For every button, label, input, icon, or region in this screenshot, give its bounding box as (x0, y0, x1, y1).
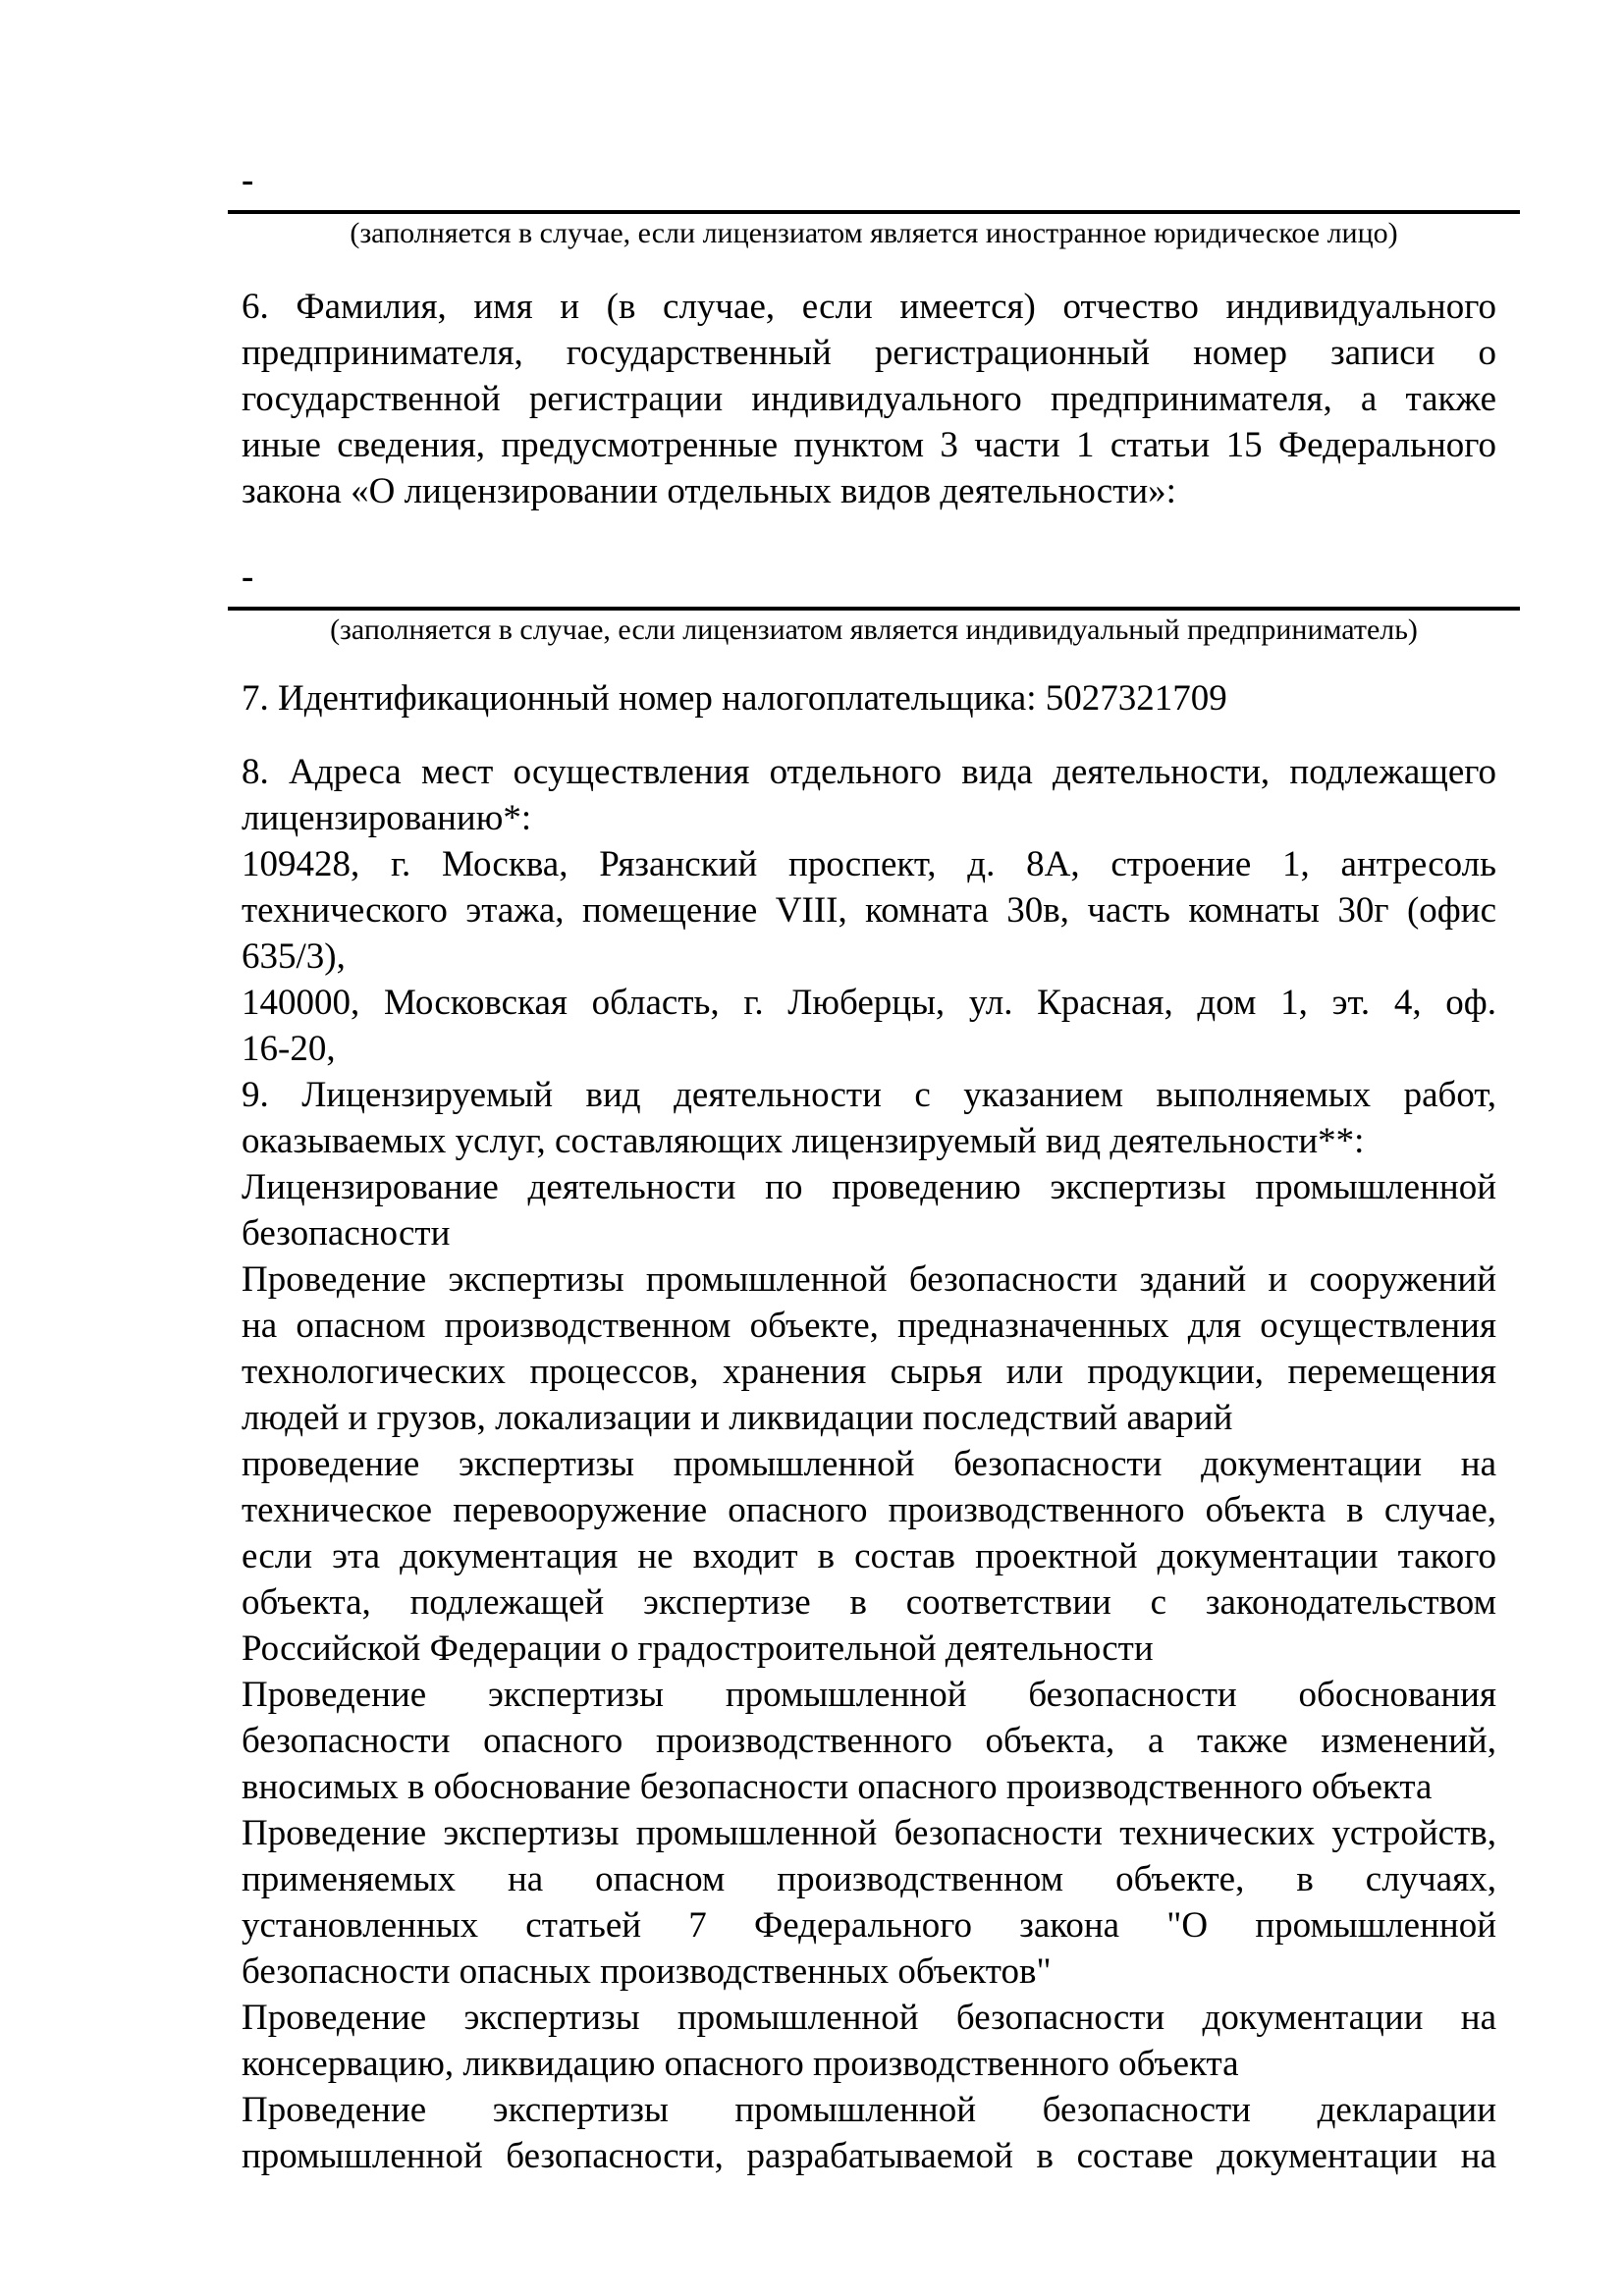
clause-7-inn-line-1: 7. Идентификационный номер налогоплательщика: 5027321709 (242, 678, 1227, 719)
document-content (242, 157, 1496, 2179)
clause-9-heading (242, 1072, 1496, 1164)
work-item-documentation-rearmament-line-1: проведение экспертизы промышленной безопасности документации на (242, 1444, 1496, 1484)
foreign-entity-field-value: - (242, 160, 254, 200)
clause-6-paragraph-line-1: 6. Фамилия, имя и (в случае, если имеется) отчество индивидуального (242, 287, 1496, 327)
clause-7-inn (242, 675, 1496, 721)
work-item-documentation-rearmament-line-4: объекта, подлежащей экспертизе в соответствии с законодательством (242, 1582, 1496, 1623)
clause-9-heading-line-2: оказываемых услуг, составляющих лицензируемый вид деятельности**: (242, 1121, 1365, 1161)
clause-6-paragraph-line-5: закона «О лицензировании отдельных видов деятельности»: (242, 471, 1176, 511)
work-item-technical-devices-line-2: применяемых на опасном производственном объекте, в случаях, (242, 1859, 1496, 1899)
work-item-conservation-liquidation-line-1: Проведение экспертизы промышленной безопасности документации на (242, 1998, 1496, 2038)
foreign-entity-field (242, 157, 1496, 253)
work-item-buildings-line-1: Проведение экспертизы промышленной безопасности зданий и сооружений (242, 1259, 1496, 1300)
work-item-buildings-line-2: на опасном производственном объекте, предназначенных для осуществления (242, 1306, 1496, 1346)
work-item-declaration (242, 2087, 1496, 2179)
clause-6-paragraph (242, 284, 1496, 514)
work-item-documentation-rearmament-line-2: техническое перевооружение опасного производственного объекта в случае, (242, 1490, 1496, 1530)
work-item-documentation-rearmament-line-5: Российской Федерации о градостроительной деятельности (242, 1629, 1154, 1669)
work-item-safety-justification-line-1: Проведение экспертизы промышленной безопасности обоснования (242, 1675, 1496, 1715)
work-item-technical-devices (242, 1810, 1496, 1995)
clause-6-paragraph-line-2: предпринимателя, государственный регистрационный номер записи о (242, 333, 1496, 373)
clause-8-address-1-line-3: 635/3), (242, 936, 346, 977)
work-item-conservation-liquidation (242, 1995, 1496, 2087)
individual-entrepreneur-field-caption: (заполняется в случае, если лицензиатом является индивидуальный предприниматель) (330, 614, 1418, 646)
clause-9-heading-line-1: 9. Лицензируемый вид деятельности с указанием выполняемых работ, (242, 1075, 1496, 1115)
clause-8-heading-line-1: 8. Адреса мест осуществления отдельного вида деятельности, подлежащего (242, 752, 1496, 792)
work-item-buildings-line-4: людей и грузов, локализации и ликвидации последствий аварий (242, 1398, 1233, 1438)
work-item-buildings-line-3: технологических процессов, хранения сырья или продукции, перемещения (242, 1352, 1496, 1392)
licensed-activity-title-line-1: Лицензирование деятельности по проведению экспертизы промышленной (242, 1167, 1496, 1207)
clause-8-heading (242, 749, 1496, 841)
clause-8-address-1 (242, 841, 1496, 980)
work-item-documentation-rearmament (242, 1441, 1496, 1672)
work-item-documentation-rearmament-line-3: если эта документация не входит в состав проектной документации такого (242, 1536, 1496, 1576)
foreign-entity-field-caption: (заполняется в случае, если лицензиатом является иностранное юридическое лицо) (350, 217, 1398, 249)
individual-entrepreneur-field-value: - (242, 557, 254, 597)
work-item-buildings (242, 1256, 1496, 1441)
work-item-technical-devices-line-4: безопасности опасных производственных объектов" (242, 1951, 1052, 1992)
work-item-safety-justification-line-3: вносимых в обоснование безопасности опасного производственного объекта (242, 1767, 1433, 1807)
work-item-declaration-line-1: Проведение экспертизы промышленной безопасности декларации (242, 2090, 1496, 2130)
licensed-activity-title (242, 1164, 1496, 1256)
work-item-technical-devices-line-1: Проведение экспертизы промышленной безопасности технических устройств, (242, 1813, 1496, 1853)
clause-8-address-2-line-2: 16-20, (242, 1029, 336, 1069)
clause-8-address-1-line-1: 109428, г. Москва, Рязанский проспект, д. 8А, строение 1, антресоль (242, 844, 1496, 884)
work-item-declaration-line-2: промышленной безопасности, разрабатываемой в составе документации на (242, 2136, 1496, 2176)
work-item-technical-devices-line-3: установленных статьей 7 Федерального закона "О промышленной (242, 1905, 1496, 1946)
clause-8-address-1-line-2: технического этажа, помещение VIII, комната 30в, часть комнаты 30г (офис (242, 890, 1496, 931)
licensed-activity-title-line-2: безопасности (242, 1213, 451, 1254)
clause-8-address-2 (242, 980, 1496, 1072)
work-item-safety-justification (242, 1672, 1496, 1810)
clause-6-paragraph-line-3: государственной регистрации индивидуального предпринимателя, а также (242, 379, 1496, 419)
work-item-safety-justification-line-2: безопасности опасного производственного объекта, а также изменений, (242, 1721, 1496, 1761)
work-item-conservation-liquidation-line-2: консервацию, ликвидацию опасного производственного объекта (242, 2044, 1239, 2084)
individual-entrepreneur-field (242, 554, 1496, 650)
clause-8-address-2-line-1: 140000, Московская область, г. Люберцы, ул. Красная, дом 1, эт. 4, оф. (242, 983, 1496, 1023)
clause-6-paragraph-line-4: иные сведения, предусмотренные пунктом 3 части 1 статьи 15 Федерального (242, 425, 1496, 465)
clause-8-heading-line-2: лицензированию*: (242, 798, 532, 838)
